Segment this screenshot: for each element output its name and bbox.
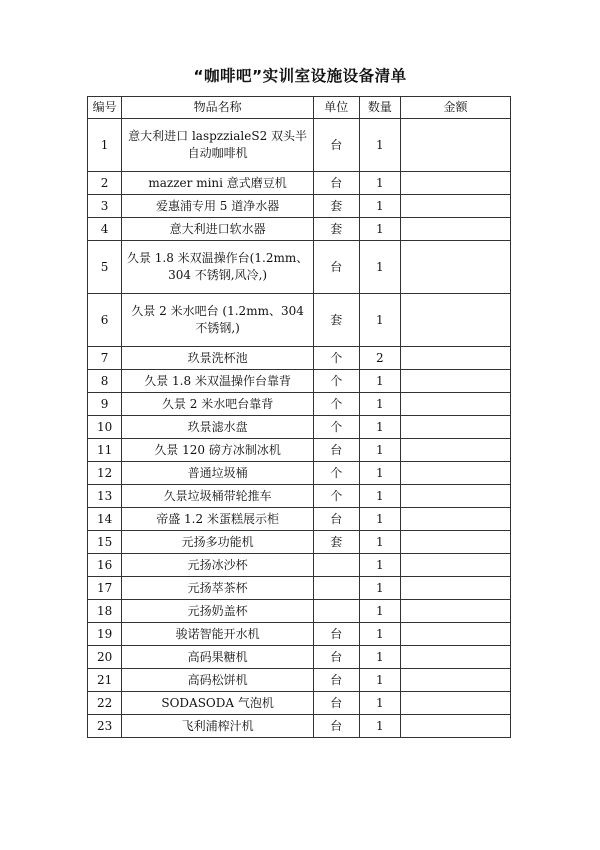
- cell-no: 10: [88, 416, 122, 439]
- table-row: [88, 393, 511, 416]
- header-name: 物品名称: [122, 97, 314, 119]
- cell-amount: [401, 218, 511, 241]
- cell-no: 13: [88, 485, 122, 508]
- cell-no: 1: [88, 119, 122, 172]
- cell-unit: 套: [314, 218, 360, 241]
- cell-unit: 台: [314, 119, 360, 172]
- cell-name: 元扬多功能机: [122, 531, 314, 554]
- cell-unit: 套: [314, 195, 360, 218]
- cell-amount: [401, 669, 511, 692]
- table-row: [88, 218, 511, 241]
- cell-no: 20: [88, 646, 122, 669]
- cell-unit: 台: [314, 646, 360, 669]
- cell-unit: 个: [314, 462, 360, 485]
- cell-unit: 个: [314, 393, 360, 416]
- cell-qty: 1: [359, 370, 400, 393]
- table-row: [88, 577, 511, 600]
- table-row: [88, 172, 511, 195]
- table-row: [88, 554, 511, 577]
- cell-name: 久景 2 米水吧台 (1.2mm、304 不锈钢,): [122, 294, 314, 347]
- cell-name: 元扬萃茶杯: [122, 577, 314, 600]
- cell-no: 8: [88, 370, 122, 393]
- cell-qty: 1: [359, 554, 400, 577]
- cell-qty: 1: [359, 577, 400, 600]
- cell-name: 久景 120 磅方冰制冰机: [122, 439, 314, 462]
- cell-amount: [401, 508, 511, 531]
- cell-qty: 1: [359, 218, 400, 241]
- cell-amount: [401, 577, 511, 600]
- cell-no: 15: [88, 531, 122, 554]
- table-row: [88, 462, 511, 485]
- header-no: 编号: [88, 97, 122, 119]
- cell-unit: 个: [314, 416, 360, 439]
- cell-unit: 台: [314, 172, 360, 195]
- cell-name: 久景 1.8 米双温操作台靠背: [122, 370, 314, 393]
- cell-no: 4: [88, 218, 122, 241]
- table-row: [88, 370, 511, 393]
- cell-amount: [401, 600, 511, 623]
- table-row: [88, 294, 511, 347]
- cell-no: 11: [88, 439, 122, 462]
- cell-qty: 1: [359, 485, 400, 508]
- cell-qty: 1: [359, 669, 400, 692]
- cell-name: 意大利进口 laspzzialeS2 双头半自动咖啡机: [122, 119, 314, 172]
- cell-qty: 1: [359, 715, 400, 738]
- cell-qty: 1: [359, 623, 400, 646]
- cell-unit: 套: [314, 294, 360, 347]
- cell-unit: 个: [314, 370, 360, 393]
- cell-qty: 1: [359, 119, 400, 172]
- cell-name: 久景 1.8 米双温操作台(1.2mm、304 不锈钢,风冷,): [122, 241, 314, 294]
- cell-amount: [401, 294, 511, 347]
- page-title: “咖啡吧”实训室设施设备清单: [193, 67, 407, 85]
- table-row: [88, 715, 511, 738]
- table-row: [88, 416, 511, 439]
- table-row: [88, 669, 511, 692]
- cell-amount: [401, 393, 511, 416]
- cell-no: 18: [88, 600, 122, 623]
- cell-qty: 1: [359, 646, 400, 669]
- cell-no: 23: [88, 715, 122, 738]
- cell-no: 3: [88, 195, 122, 218]
- cell-no: 2: [88, 172, 122, 195]
- cell-qty: 1: [359, 439, 400, 462]
- cell-amount: [401, 172, 511, 195]
- cell-no: 9: [88, 393, 122, 416]
- cell-amount: [401, 646, 511, 669]
- cell-qty: 1: [359, 172, 400, 195]
- cell-amount: [401, 531, 511, 554]
- cell-amount: [401, 370, 511, 393]
- cell-name: 意大利进口软水器: [122, 218, 314, 241]
- table-row: [88, 646, 511, 669]
- cell-amount: [401, 623, 511, 646]
- cell-unit: 个: [314, 485, 360, 508]
- cell-name: SODASODA 气泡机: [122, 692, 314, 715]
- table-row: [88, 485, 511, 508]
- cell-qty: 2: [359, 347, 400, 370]
- cell-name: 帝盛 1.2 米蛋糕展示柜: [122, 508, 314, 531]
- cell-unit: 套: [314, 531, 360, 554]
- cell-name: 久景垃圾桶带轮推车: [122, 485, 314, 508]
- cell-qty: 1: [359, 692, 400, 715]
- cell-amount: [401, 485, 511, 508]
- cell-no: 14: [88, 508, 122, 531]
- cell-no: 22: [88, 692, 122, 715]
- cell-unit: 台: [314, 692, 360, 715]
- cell-amount: [401, 416, 511, 439]
- cell-qty: 1: [359, 195, 400, 218]
- table-row: [88, 692, 511, 715]
- cell-no: 16: [88, 554, 122, 577]
- cell-unit: [314, 577, 360, 600]
- cell-no: 19: [88, 623, 122, 646]
- cell-no: 5: [88, 241, 122, 294]
- table-row: [88, 347, 511, 370]
- table-row: [88, 531, 511, 554]
- cell-name: 普通垃圾桶: [122, 462, 314, 485]
- cell-name: mazzer mini 意式磨豆机: [122, 172, 314, 195]
- cell-name: 高码松饼机: [122, 669, 314, 692]
- cell-unit: 个: [314, 347, 360, 370]
- cell-name: 元扬奶盖杯: [122, 600, 314, 623]
- table-row: [88, 623, 511, 646]
- cell-name: 爱惠浦专用 5 道净水器: [122, 195, 314, 218]
- cell-name: 久景 2 米水吧台靠背: [122, 393, 314, 416]
- cell-name: 高码果糖机: [122, 646, 314, 669]
- cell-qty: 1: [359, 531, 400, 554]
- cell-no: 21: [88, 669, 122, 692]
- table-row: [88, 119, 511, 172]
- cell-qty: 1: [359, 241, 400, 294]
- cell-amount: [401, 119, 511, 172]
- cell-amount: [401, 241, 511, 294]
- cell-amount: [401, 692, 511, 715]
- cell-name: 骏诺智能开水机: [122, 623, 314, 646]
- cell-amount: [401, 462, 511, 485]
- header-unit: 单位: [314, 97, 360, 119]
- cell-no: 7: [88, 347, 122, 370]
- table-row: [88, 508, 511, 531]
- cell-qty: 1: [359, 393, 400, 416]
- cell-no: 6: [88, 294, 122, 347]
- cell-amount: [401, 439, 511, 462]
- cell-unit: 台: [314, 669, 360, 692]
- cell-qty: 1: [359, 462, 400, 485]
- header-qty: 数量: [359, 97, 400, 119]
- cell-unit: 台: [314, 439, 360, 462]
- header-amount: 金额: [401, 97, 511, 119]
- table-row: [88, 600, 511, 623]
- cell-qty: 1: [359, 508, 400, 531]
- cell-name: 飞利浦榨汁机: [122, 715, 314, 738]
- cell-unit: 台: [314, 623, 360, 646]
- cell-unit: 台: [314, 241, 360, 294]
- cell-qty: 1: [359, 600, 400, 623]
- cell-unit: 台: [314, 715, 360, 738]
- cell-amount: [401, 347, 511, 370]
- cell-amount: [401, 195, 511, 218]
- cell-qty: 1: [359, 416, 400, 439]
- cell-name: 玖景洗杯池: [122, 347, 314, 370]
- table-row: [88, 439, 511, 462]
- cell-amount: [401, 554, 511, 577]
- cell-qty: 1: [359, 294, 400, 347]
- cell-unit: 台: [314, 508, 360, 531]
- table-row: [88, 241, 511, 294]
- cell-no: 17: [88, 577, 122, 600]
- table-header-row: [88, 97, 511, 119]
- cell-no: 12: [88, 462, 122, 485]
- cell-amount: [401, 715, 511, 738]
- cell-name: 元扬冰沙杯: [122, 554, 314, 577]
- equipment-table: [87, 96, 511, 738]
- cell-name: 玖景滤水盘: [122, 416, 314, 439]
- cell-unit: [314, 554, 360, 577]
- table-row: [88, 195, 511, 218]
- cell-unit: [314, 600, 360, 623]
